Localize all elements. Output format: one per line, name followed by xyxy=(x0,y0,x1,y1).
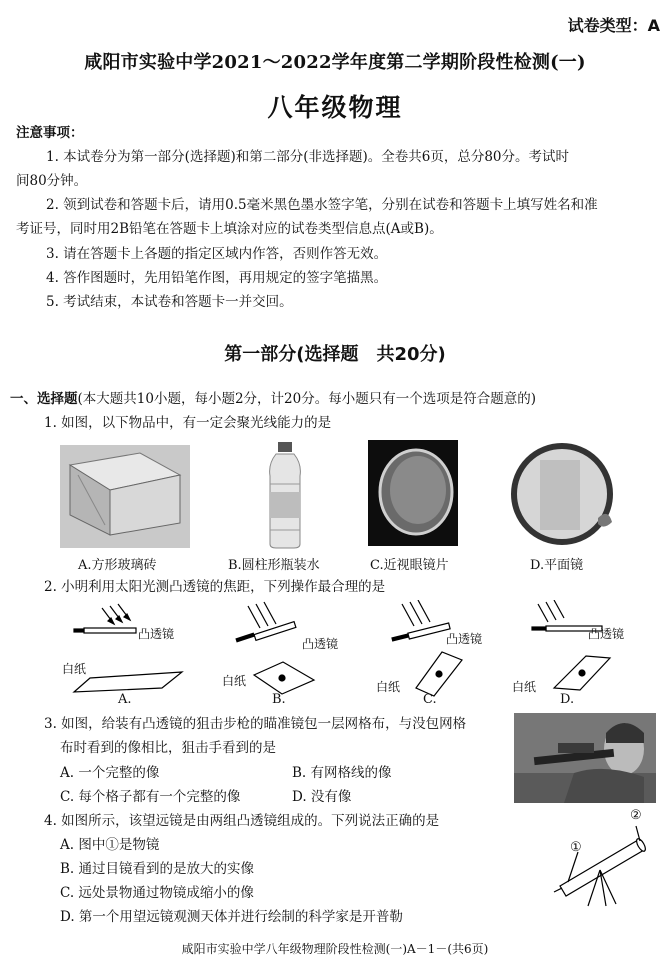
q4-option: C. 远处景物通过物镜成缩小的像 xyxy=(60,885,254,901)
q2-option: C. xyxy=(423,692,437,707)
notice-item: 5. 考试结束，本试卷和答题卡一并交回。 xyxy=(46,294,293,310)
notice-item: 考证号，同时用2B铅笔在答题卡上填涂对应的试卷类型信息点(A或B)。 xyxy=(16,221,443,237)
section-rest: (本大题共10小题，每小题2分，计20分。每小题只有一个选项是符合题意的) xyxy=(77,391,536,407)
paper-type-label: 试卷类型：A xyxy=(567,16,660,35)
subject-title: 八年级物理 xyxy=(267,93,403,122)
q3-option: C. 每个格子都有一个完整的像 xyxy=(60,789,241,805)
lens-label: 凸透镜 xyxy=(446,632,483,646)
page-footer: 咸阳市实验中学八年级物理阶段性检测(一)A－1－(共6页) xyxy=(181,942,489,956)
lens-label: 凸透镜 xyxy=(302,637,339,651)
q3-option: A. 一个完整的像 xyxy=(60,765,160,781)
notice-item: 2. 领到试卷和答题卡后，请用0.5毫米黑色墨水签字笔，分别在试卷和答题卡上填写姓名和准 xyxy=(46,197,598,213)
question-stem: 布时看到的像相比，狙击手看到的是 xyxy=(60,740,276,756)
paper-label: 白纸 xyxy=(512,680,537,694)
q2-option: B. xyxy=(272,692,286,707)
part1-title: 第一部分(选择题 共20分) xyxy=(224,344,446,365)
lens-label: 凸透镜 xyxy=(138,627,175,641)
q4-option: D. 第一个用望远镜观测天体并进行绘制的科学家是开普勒 xyxy=(60,909,403,925)
paper-label: 白纸 xyxy=(376,680,401,694)
notice-item: 1. 本试卷分为第一部分(选择题)和第二部分(非选择题)。全卷共6页，总分80分。考试时 xyxy=(46,149,570,165)
telescope-diagram xyxy=(550,808,660,908)
q1-option: D.平面镜 xyxy=(530,558,584,573)
q1-option: B.圆柱形瓶装水 xyxy=(228,558,320,573)
sniper-photo xyxy=(514,713,656,803)
q3-option: D. 没有像 xyxy=(292,789,352,805)
section-intro xyxy=(10,390,536,408)
q2-option: A. xyxy=(118,692,132,707)
marker-2: ② xyxy=(630,808,642,823)
q1-option: C.近视眼镜片 xyxy=(370,558,449,573)
question-stem: 1. 如图，以下物品中，有一定会聚光线能力的是 xyxy=(44,415,332,431)
q1-option: A.方形玻璃砖 xyxy=(78,558,157,573)
notice-heading: 注意事项： xyxy=(16,125,84,141)
water-bottle-photo xyxy=(260,440,310,550)
paper-label: 白纸 xyxy=(62,662,87,676)
exam-title: 咸阳市实验中学2021～2022学年度第二学期阶段性检测(一) xyxy=(84,52,586,73)
q2-option: D. xyxy=(560,692,575,707)
plane-mirror-photo xyxy=(510,440,616,548)
section-lead: 一、选择题 xyxy=(10,391,78,407)
notice-item: 间80分钟。 xyxy=(16,173,88,189)
notice-item: 4. 答作图题时，先用铅笔作图，再用规定的签字笔描黑。 xyxy=(46,270,388,286)
question-stem: 3. 如图，给装有凸透镜的狙击步枪的瞄准镜包一层网格布，与没包网格 xyxy=(44,716,467,732)
myopia-lens-photo xyxy=(368,440,458,546)
q4-option: B. 通过目镜看到的是放大的实像 xyxy=(60,861,255,877)
glass-brick-photo xyxy=(60,445,190,548)
q2-diagram-d xyxy=(520,600,630,710)
question-stem: 2. 小明利用太阳光测凸透镜的焦距，下列操作最合理的是 xyxy=(44,579,386,595)
q4-option: A. 图中①是物镜 xyxy=(60,837,160,853)
paper-label: 白纸 xyxy=(222,674,247,688)
lens-label: 凸透镜 xyxy=(588,627,625,641)
notice-item: 3. 请在答题卡上各题的指定区域内作答，否则作答无效。 xyxy=(46,246,388,262)
question-stem: 4. 如图所示，该望远镜是由两组凸透镜组成的。下列说法正确的是 xyxy=(44,813,440,829)
q3-option: B. 有网格线的像 xyxy=(292,765,392,781)
marker-1: ① xyxy=(570,840,582,855)
